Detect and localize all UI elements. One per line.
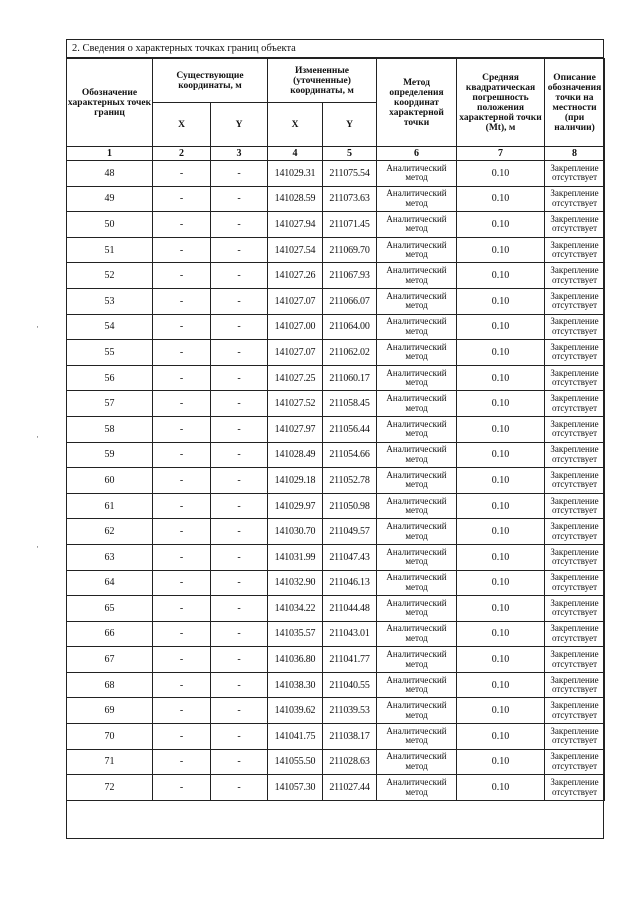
existing-y-cell: - xyxy=(211,468,268,494)
table-row xyxy=(67,442,605,468)
point-number-cell: 69 xyxy=(67,698,153,724)
existing-x-cell: - xyxy=(153,212,211,238)
changed-y-cell: 211028.63 xyxy=(323,749,377,775)
method-cell: Аналитический метод xyxy=(377,570,457,596)
description-cell: Закрепление отсутствует xyxy=(545,468,605,494)
table-row xyxy=(67,724,605,750)
existing-x-cell: - xyxy=(153,672,211,698)
column-number: 8 xyxy=(545,147,605,161)
description-cell: Закрепление отсутствует xyxy=(545,724,605,750)
changed-x-cell: 141027.54 xyxy=(268,237,323,263)
existing-y-cell: - xyxy=(211,416,268,442)
error-cell: 0.10 xyxy=(457,186,545,212)
error-cell: 0.10 xyxy=(457,468,545,494)
existing-x-cell: - xyxy=(153,570,211,596)
existing-y-cell: - xyxy=(211,775,268,801)
description-cell: Закрепление отсутствует xyxy=(545,237,605,263)
changed-y-cell: 211038.17 xyxy=(323,724,377,750)
description-cell: Закрепление отсутствует xyxy=(545,672,605,698)
existing-y-cell: - xyxy=(211,596,268,622)
header-designation: Обозначение характерных точек границ xyxy=(67,59,153,147)
existing-x-cell: - xyxy=(153,493,211,519)
changed-y-cell: 211041.77 xyxy=(323,647,377,673)
error-cell: 0.10 xyxy=(457,724,545,750)
existing-y-cell: - xyxy=(211,570,268,596)
description-cell: Закрепление отсутствует xyxy=(545,775,605,801)
existing-y-cell: - xyxy=(211,493,268,519)
changed-x-cell: 141027.94 xyxy=(268,212,323,238)
method-cell: Аналитический метод xyxy=(377,493,457,519)
changed-x-cell: 141036.80 xyxy=(268,647,323,673)
header-existing-x: X xyxy=(153,103,211,147)
description-cell: Закрепление отсутствует xyxy=(545,365,605,391)
header-changed-x: X xyxy=(268,103,323,147)
existing-x-cell: - xyxy=(153,365,211,391)
existing-y-cell: - xyxy=(211,314,268,340)
existing-y-cell: - xyxy=(211,544,268,570)
changed-y-cell: 211071.45 xyxy=(323,212,377,238)
changed-x-cell: 141041.75 xyxy=(268,724,323,750)
method-cell: Аналитический метод xyxy=(377,186,457,212)
error-cell: 0.10 xyxy=(457,340,545,366)
description-cell: Закрепление отсутствует xyxy=(545,544,605,570)
error-cell: 0.10 xyxy=(457,161,545,187)
method-cell: Аналитический метод xyxy=(377,212,457,238)
table-header xyxy=(67,59,605,161)
existing-y-cell: - xyxy=(211,647,268,673)
table-row xyxy=(67,672,605,698)
point-number-cell: 60 xyxy=(67,468,153,494)
changed-x-cell: 141038.30 xyxy=(268,672,323,698)
column-number: 4 xyxy=(268,147,323,161)
error-cell: 0.10 xyxy=(457,698,545,724)
existing-x-cell: - xyxy=(153,698,211,724)
changed-x-cell: 141027.97 xyxy=(268,416,323,442)
error-cell: 0.10 xyxy=(457,519,545,545)
changed-y-cell: 211064.00 xyxy=(323,314,377,340)
changed-x-cell: 141032.90 xyxy=(268,570,323,596)
table-row xyxy=(67,596,605,622)
description-cell: Закрепление отсутствует xyxy=(545,749,605,775)
error-cell: 0.10 xyxy=(457,749,545,775)
point-number-cell: 71 xyxy=(67,749,153,775)
table-row xyxy=(67,416,605,442)
table-row xyxy=(67,621,605,647)
existing-y-cell: - xyxy=(211,186,268,212)
point-number-cell: 52 xyxy=(67,263,153,289)
header-description: Описание обозначения точки на местности (при наличии) xyxy=(545,59,605,147)
header-error: Средняя квадратическая погрешность положения характерной точки (Mt), м xyxy=(457,59,545,147)
method-cell: Аналитический метод xyxy=(377,621,457,647)
changed-x-cell: 141027.07 xyxy=(268,340,323,366)
existing-x-cell: - xyxy=(153,416,211,442)
method-cell: Аналитический метод xyxy=(377,698,457,724)
point-number-cell: 53 xyxy=(67,288,153,314)
description-cell: Закрепление отсутствует xyxy=(545,186,605,212)
method-cell: Аналитический метод xyxy=(377,724,457,750)
method-cell: Аналитический метод xyxy=(377,672,457,698)
changed-x-cell: 141029.18 xyxy=(268,468,323,494)
description-cell: Закрепление отсутствует xyxy=(545,570,605,596)
column-number: 7 xyxy=(457,147,545,161)
description-cell: Закрепление отсутствует xyxy=(545,621,605,647)
changed-x-cell: 141027.26 xyxy=(268,263,323,289)
error-cell: 0.10 xyxy=(457,570,545,596)
header-changed-y: Y xyxy=(323,103,377,147)
table-row xyxy=(67,288,605,314)
existing-x-cell: - xyxy=(153,442,211,468)
method-cell: Аналитический метод xyxy=(377,365,457,391)
method-cell: Аналитический метод xyxy=(377,416,457,442)
changed-y-cell: 211060.17 xyxy=(323,365,377,391)
existing-y-cell: - xyxy=(211,519,268,545)
method-cell: Аналитический метод xyxy=(377,340,457,366)
margin-mark: · xyxy=(36,322,39,332)
description-cell: Закрепление отсутствует xyxy=(545,391,605,417)
description-cell: Закрепление отсутствует xyxy=(545,596,605,622)
changed-y-cell: 211075.54 xyxy=(323,161,377,187)
table-row xyxy=(67,212,605,238)
description-cell: Закрепление отсутствует xyxy=(545,416,605,442)
existing-y-cell: - xyxy=(211,161,268,187)
changed-x-cell: 141028.59 xyxy=(268,186,323,212)
changed-y-cell: 211073.63 xyxy=(323,186,377,212)
document-frame xyxy=(66,39,604,839)
margin-mark: · xyxy=(36,542,39,552)
table-row xyxy=(67,365,605,391)
point-number-cell: 72 xyxy=(67,775,153,801)
header-existing-coords: Существующие координаты, м xyxy=(153,59,268,103)
existing-y-cell: - xyxy=(211,672,268,698)
description-cell: Закрепление отсутствует xyxy=(545,442,605,468)
changed-y-cell: 211046.13 xyxy=(323,570,377,596)
existing-y-cell: - xyxy=(211,288,268,314)
method-cell: Аналитический метод xyxy=(377,442,457,468)
changed-y-cell: 211027.44 xyxy=(323,775,377,801)
table-row xyxy=(67,468,605,494)
method-cell: Аналитический метод xyxy=(377,749,457,775)
changed-x-cell: 141055.50 xyxy=(268,749,323,775)
error-cell: 0.10 xyxy=(457,621,545,647)
method-cell: Аналитический метод xyxy=(377,775,457,801)
changed-y-cell: 211067.93 xyxy=(323,263,377,289)
changed-y-cell: 211066.07 xyxy=(323,288,377,314)
method-cell: Аналитический метод xyxy=(377,391,457,417)
existing-y-cell: - xyxy=(211,698,268,724)
changed-x-cell: 141057.30 xyxy=(268,775,323,801)
table-row xyxy=(67,775,605,801)
point-number-cell: 59 xyxy=(67,442,153,468)
existing-y-cell: - xyxy=(211,340,268,366)
error-cell: 0.10 xyxy=(457,493,545,519)
table-row xyxy=(67,749,605,775)
changed-y-cell: 211047.43 xyxy=(323,544,377,570)
existing-x-cell: - xyxy=(153,519,211,545)
column-numbers-row xyxy=(67,147,605,161)
existing-x-cell: - xyxy=(153,314,211,340)
existing-y-cell: - xyxy=(211,724,268,750)
header-changed-coords: Измененные (уточненные) координаты, м xyxy=(268,59,377,103)
table-row xyxy=(67,519,605,545)
point-number-cell: 65 xyxy=(67,596,153,622)
column-number: 3 xyxy=(211,147,268,161)
existing-x-cell: - xyxy=(153,596,211,622)
table-row xyxy=(67,263,605,289)
error-cell: 0.10 xyxy=(457,263,545,289)
method-cell: Аналитический метод xyxy=(377,161,457,187)
changed-x-cell: 141035.57 xyxy=(268,621,323,647)
existing-y-cell: - xyxy=(211,263,268,289)
existing-x-cell: - xyxy=(153,391,211,417)
description-cell: Закрепление отсутствует xyxy=(545,698,605,724)
error-cell: 0.10 xyxy=(457,647,545,673)
error-cell: 0.10 xyxy=(457,416,545,442)
point-number-cell: 51 xyxy=(67,237,153,263)
header-existing-y: Y xyxy=(211,103,268,147)
method-cell: Аналитический метод xyxy=(377,468,457,494)
changed-y-cell: 211050.98 xyxy=(323,493,377,519)
table-row xyxy=(67,647,605,673)
existing-x-cell: - xyxy=(153,724,211,750)
column-number: 5 xyxy=(323,147,377,161)
column-number: 6 xyxy=(377,147,457,161)
existing-x-cell: - xyxy=(153,749,211,775)
error-cell: 0.10 xyxy=(457,212,545,238)
method-cell: Аналитический метод xyxy=(377,544,457,570)
error-cell: 0.10 xyxy=(457,672,545,698)
error-cell: 0.10 xyxy=(457,596,545,622)
description-cell: Закрепление отсутствует xyxy=(545,288,605,314)
changed-x-cell: 141029.97 xyxy=(268,493,323,519)
changed-y-cell: 211054.66 xyxy=(323,442,377,468)
method-cell: Аналитический метод xyxy=(377,519,457,545)
existing-y-cell: - xyxy=(211,391,268,417)
description-cell: Закрепление отсутствует xyxy=(545,212,605,238)
method-cell: Аналитический метод xyxy=(377,647,457,673)
changed-y-cell: 211062.02 xyxy=(323,340,377,366)
table-row xyxy=(67,340,605,366)
existing-y-cell: - xyxy=(211,749,268,775)
changed-y-cell: 211069.70 xyxy=(323,237,377,263)
point-number-cell: 56 xyxy=(67,365,153,391)
section-title: 2. Сведения о характерных точках границ объекта xyxy=(67,40,603,58)
changed-y-cell: 211049.57 xyxy=(323,519,377,545)
existing-x-cell: - xyxy=(153,161,211,187)
existing-x-cell: - xyxy=(153,237,211,263)
error-cell: 0.10 xyxy=(457,365,545,391)
table-row xyxy=(67,570,605,596)
existing-x-cell: - xyxy=(153,621,211,647)
error-cell: 0.10 xyxy=(457,391,545,417)
header-method: Метод определения координат характерной точки xyxy=(377,59,457,147)
existing-y-cell: - xyxy=(211,621,268,647)
column-number: 2 xyxy=(153,147,211,161)
point-number-cell: 50 xyxy=(67,212,153,238)
error-cell: 0.10 xyxy=(457,314,545,340)
column-number: 1 xyxy=(67,147,153,161)
method-cell: Аналитический метод xyxy=(377,237,457,263)
existing-y-cell: - xyxy=(211,237,268,263)
changed-x-cell: 141029.31 xyxy=(268,161,323,187)
changed-y-cell: 211040.55 xyxy=(323,672,377,698)
changed-y-cell: 211052.78 xyxy=(323,468,377,494)
description-cell: Закрепление отсутствует xyxy=(545,493,605,519)
description-cell: Закрепление отсутствует xyxy=(545,161,605,187)
table-row xyxy=(67,161,605,187)
error-cell: 0.10 xyxy=(457,775,545,801)
table-row xyxy=(67,544,605,570)
changed-x-cell: 141028.49 xyxy=(268,442,323,468)
existing-y-cell: - xyxy=(211,212,268,238)
point-number-cell: 58 xyxy=(67,416,153,442)
point-number-cell: 54 xyxy=(67,314,153,340)
changed-y-cell: 211043.01 xyxy=(323,621,377,647)
error-cell: 0.10 xyxy=(457,544,545,570)
existing-x-cell: - xyxy=(153,544,211,570)
description-cell: Закрепление отсутствует xyxy=(545,647,605,673)
existing-y-cell: - xyxy=(211,442,268,468)
method-cell: Аналитический метод xyxy=(377,596,457,622)
point-number-cell: 62 xyxy=(67,519,153,545)
method-cell: Аналитический метод xyxy=(377,314,457,340)
method-cell: Аналитический метод xyxy=(377,263,457,289)
point-number-cell: 55 xyxy=(67,340,153,366)
existing-y-cell: - xyxy=(211,365,268,391)
method-cell: Аналитический метод xyxy=(377,288,457,314)
margin-mark: · xyxy=(36,432,39,442)
existing-x-cell: - xyxy=(153,186,211,212)
changed-y-cell: 211058.45 xyxy=(323,391,377,417)
table-row xyxy=(67,186,605,212)
changed-x-cell: 141034.22 xyxy=(268,596,323,622)
existing-x-cell: - xyxy=(153,775,211,801)
description-cell: Закрепление отсутствует xyxy=(545,519,605,545)
point-number-cell: 64 xyxy=(67,570,153,596)
changed-x-cell: 141027.07 xyxy=(268,288,323,314)
point-number-cell: 48 xyxy=(67,161,153,187)
changed-x-cell: 141031.99 xyxy=(268,544,323,570)
point-number-cell: 68 xyxy=(67,672,153,698)
point-number-cell: 63 xyxy=(67,544,153,570)
changed-x-cell: 141030.70 xyxy=(268,519,323,545)
changed-y-cell: 211039.53 xyxy=(323,698,377,724)
error-cell: 0.10 xyxy=(457,442,545,468)
changed-x-cell: 141027.00 xyxy=(268,314,323,340)
existing-x-cell: - xyxy=(153,288,211,314)
point-number-cell: 57 xyxy=(67,391,153,417)
point-number-cell: 70 xyxy=(67,724,153,750)
existing-x-cell: - xyxy=(153,340,211,366)
point-number-cell: 66 xyxy=(67,621,153,647)
table-row xyxy=(67,698,605,724)
table-body xyxy=(67,161,605,801)
point-number-cell: 49 xyxy=(67,186,153,212)
existing-x-cell: - xyxy=(153,263,211,289)
table-row xyxy=(67,391,605,417)
table-row xyxy=(67,314,605,340)
point-number-cell: 67 xyxy=(67,647,153,673)
existing-x-cell: - xyxy=(153,468,211,494)
description-cell: Закрепление отсутствует xyxy=(545,263,605,289)
description-cell: Закрепление отсутствует xyxy=(545,340,605,366)
changed-x-cell: 141039.62 xyxy=(268,698,323,724)
boundary-points-table xyxy=(66,58,605,801)
changed-y-cell: 211044.48 xyxy=(323,596,377,622)
changed-x-cell: 141027.25 xyxy=(268,365,323,391)
error-cell: 0.10 xyxy=(457,237,545,263)
point-number-cell: 61 xyxy=(67,493,153,519)
description-cell: Закрепление отсутствует xyxy=(545,314,605,340)
error-cell: 0.10 xyxy=(457,288,545,314)
table-row xyxy=(67,237,605,263)
changed-y-cell: 211056.44 xyxy=(323,416,377,442)
changed-x-cell: 141027.52 xyxy=(268,391,323,417)
table-row xyxy=(67,493,605,519)
existing-x-cell: - xyxy=(153,647,211,673)
